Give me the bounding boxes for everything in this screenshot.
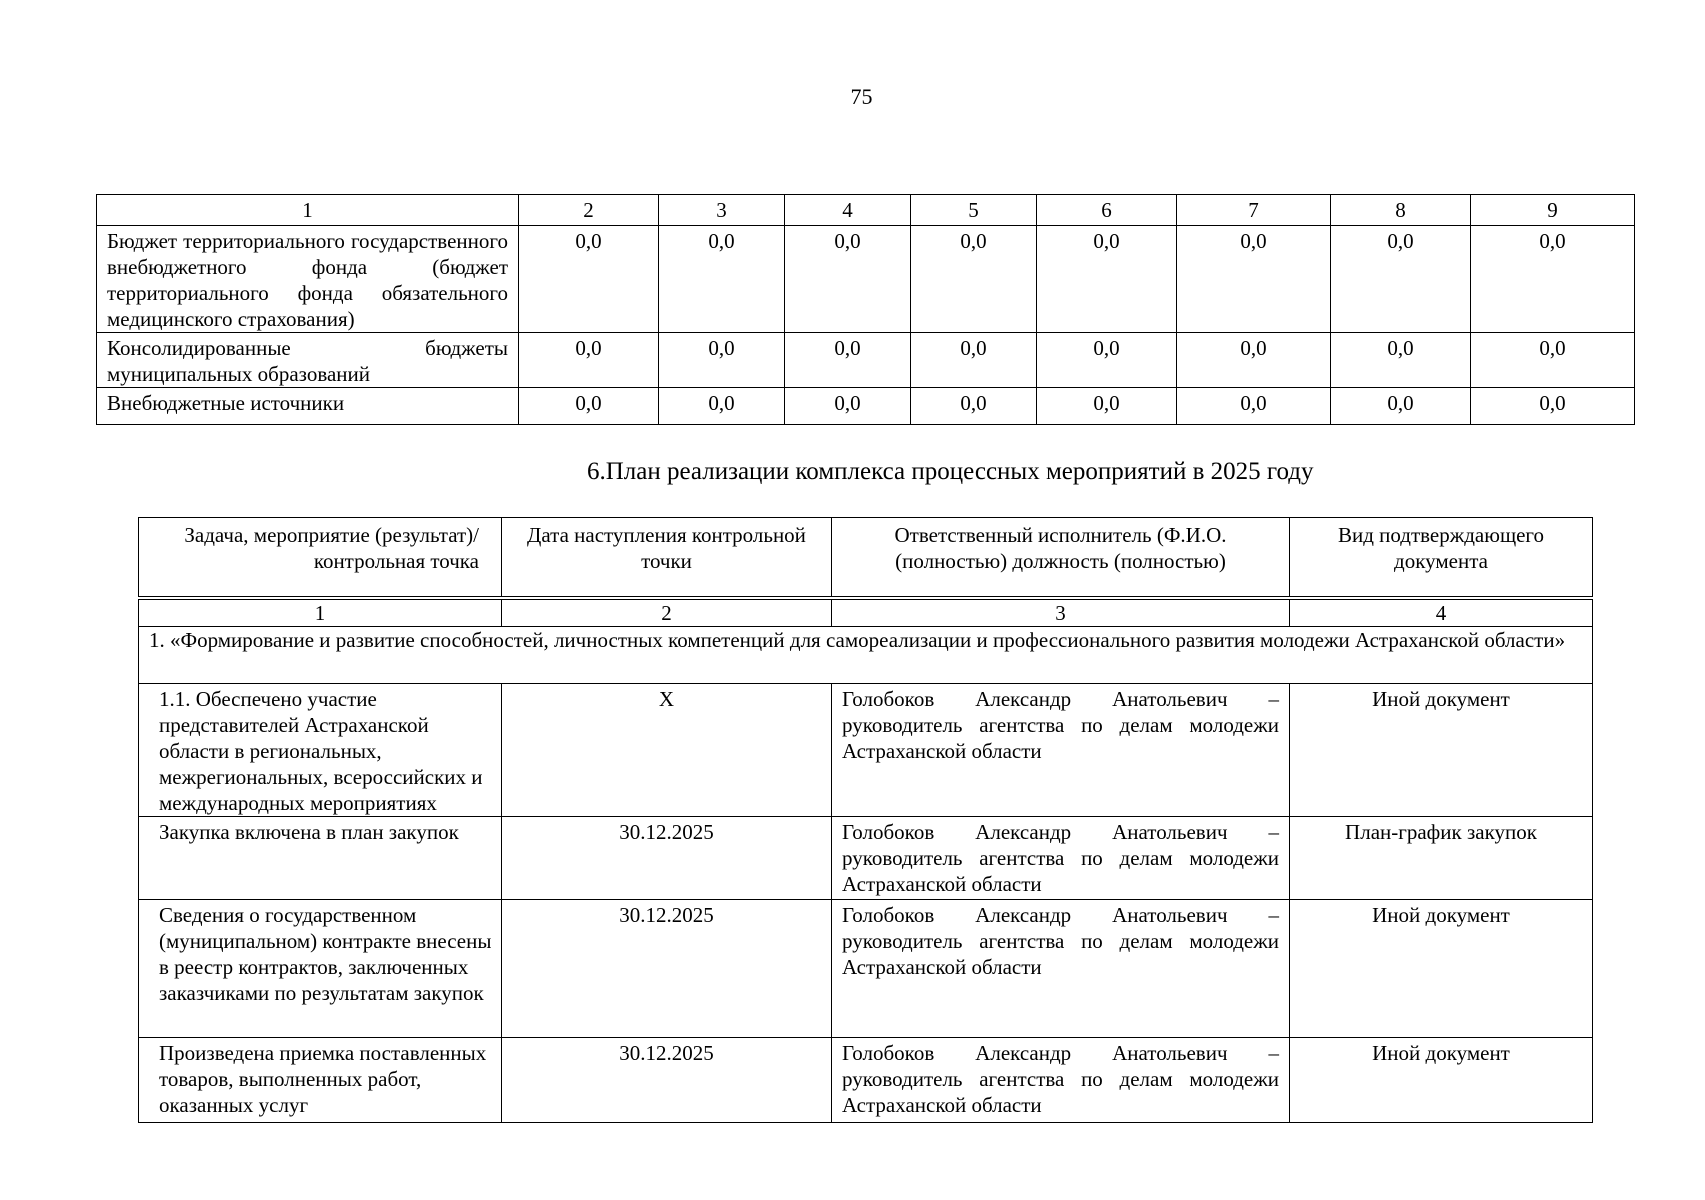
column-number: 1	[139, 598, 502, 627]
column-number: 3	[659, 195, 785, 226]
amount-cell: 0,0	[659, 226, 785, 333]
table-row	[97, 388, 1635, 425]
amount-cell: 0,0	[1177, 226, 1331, 333]
amount-cell: 0,0	[911, 333, 1037, 388]
funding-source: Консолидированные бюджеты муниципальных образований	[97, 333, 519, 388]
control-date: 30.12.2025	[502, 817, 832, 900]
amount-cell: 0,0	[1471, 226, 1635, 333]
amount-cell: 0,0	[1471, 388, 1635, 425]
responsible-person: Голобоков Александр Анатольевич – руководитель агентства по делам молодежи Астраханской области	[832, 817, 1290, 900]
amount-cell: 0,0	[519, 333, 659, 388]
responsible-person: Голобоков Александр Анатольевич – руководитель агентства по делам молодежи Астраханской области	[832, 684, 1290, 817]
header-document: Вид подтверждающего документа	[1290, 518, 1593, 599]
amount-cell: 0,0	[785, 333, 911, 388]
control-date: Х	[502, 684, 832, 817]
column-number: 2	[502, 598, 832, 627]
event-name: Закупка включена в план закупок	[139, 817, 502, 900]
document-type: Иной документ	[1290, 900, 1593, 1038]
event-name: Сведения о государственном (муниципальном) контракте внесены в реестр контрактов, заключенных заказчиками по результатам закупок	[139, 900, 502, 1038]
amount-cell: 0,0	[1177, 388, 1331, 425]
funding-source: Бюджет территориального государственного внебюджетного фонда (бюджет территориального фонда обязательного медицинского страхования)	[97, 226, 519, 333]
header-date: Дата наступления контрольной точки	[502, 518, 832, 599]
column-number: 5	[911, 195, 1037, 226]
task-row	[139, 627, 1593, 684]
column-number: 8	[1331, 195, 1471, 226]
header-task: Задача, мероприятие (результат)/ контрольная точка	[139, 518, 502, 599]
task-title: 1. «Формирование и развитие способностей, личностных компетенций для самореализации и профессионального развития молодежи Астраханской области»	[139, 627, 1593, 684]
amount-cell: 0,0	[1037, 388, 1177, 425]
column-numbers-row	[139, 598, 1593, 627]
document-type: План-график закупок	[1290, 817, 1593, 900]
amount-cell: 0,0	[911, 388, 1037, 425]
amount-cell: 0,0	[519, 226, 659, 333]
amount-cell: 0,0	[659, 388, 785, 425]
amount-cell: 0,0	[1037, 226, 1177, 333]
responsible-person: Голобоков Александр Анатольевич – руководитель агентства по делам молодежи Астраханской области	[832, 900, 1290, 1038]
document-type: Иной документ	[1290, 684, 1593, 817]
table-row	[139, 900, 1593, 1038]
amount-cell: 0,0	[785, 388, 911, 425]
table-row	[139, 817, 1593, 900]
amount-cell: 0,0	[1331, 333, 1471, 388]
page-number: 75	[850, 84, 873, 109]
column-number: 2	[519, 195, 659, 226]
table-row	[139, 1038, 1593, 1123]
implementation-plan-table	[138, 517, 1593, 1123]
column-number: 4	[1290, 598, 1593, 627]
responsible-person: Голобоков Александр Анатольевич – руководитель агентства по делам молодежи Астраханской области	[832, 1038, 1290, 1123]
header-responsible: Ответственный исполнитель (Ф.И.О. (полностью) должность (полностью)	[832, 518, 1290, 599]
amount-cell: 0,0	[785, 226, 911, 333]
column-number: 3	[832, 598, 1290, 627]
section-title: 6.План реализации комплекса процессных мероприятий в 2025 году	[587, 458, 1314, 485]
table-row	[97, 333, 1635, 388]
table-header-row	[97, 195, 1635, 226]
amount-cell: 0,0	[1471, 333, 1635, 388]
amount-cell: 0,0	[1037, 333, 1177, 388]
column-number: 1	[97, 195, 519, 226]
column-number: 6	[1037, 195, 1177, 226]
amount-cell: 0,0	[1177, 333, 1331, 388]
control-date: 30.12.2025	[502, 900, 832, 1038]
event-name: Произведена приемка поставленных товаров, выполненных работ, оказанных услуг	[139, 1038, 502, 1123]
control-date: 30.12.2025	[502, 1038, 832, 1123]
amount-cell: 0,0	[911, 226, 1037, 333]
amount-cell: 0,0	[519, 388, 659, 425]
event-name: 1.1. Обеспечено участие представителей Астраханской области в региональных, межрегиональных, всероссийских и международных мероприятиях	[139, 684, 502, 817]
column-number: 9	[1471, 195, 1635, 226]
amount-cell: 0,0	[1331, 226, 1471, 333]
column-number: 7	[1177, 195, 1331, 226]
column-number: 4	[785, 195, 911, 226]
amount-cell: 0,0	[659, 333, 785, 388]
amount-cell: 0,0	[1331, 388, 1471, 425]
funding-source: Внебюджетные источники	[97, 388, 519, 425]
table-header-row	[139, 518, 1593, 599]
financing-table	[96, 194, 1635, 425]
table-row	[97, 226, 1635, 333]
table-row	[139, 684, 1593, 817]
document-type: Иной документ	[1290, 1038, 1593, 1123]
